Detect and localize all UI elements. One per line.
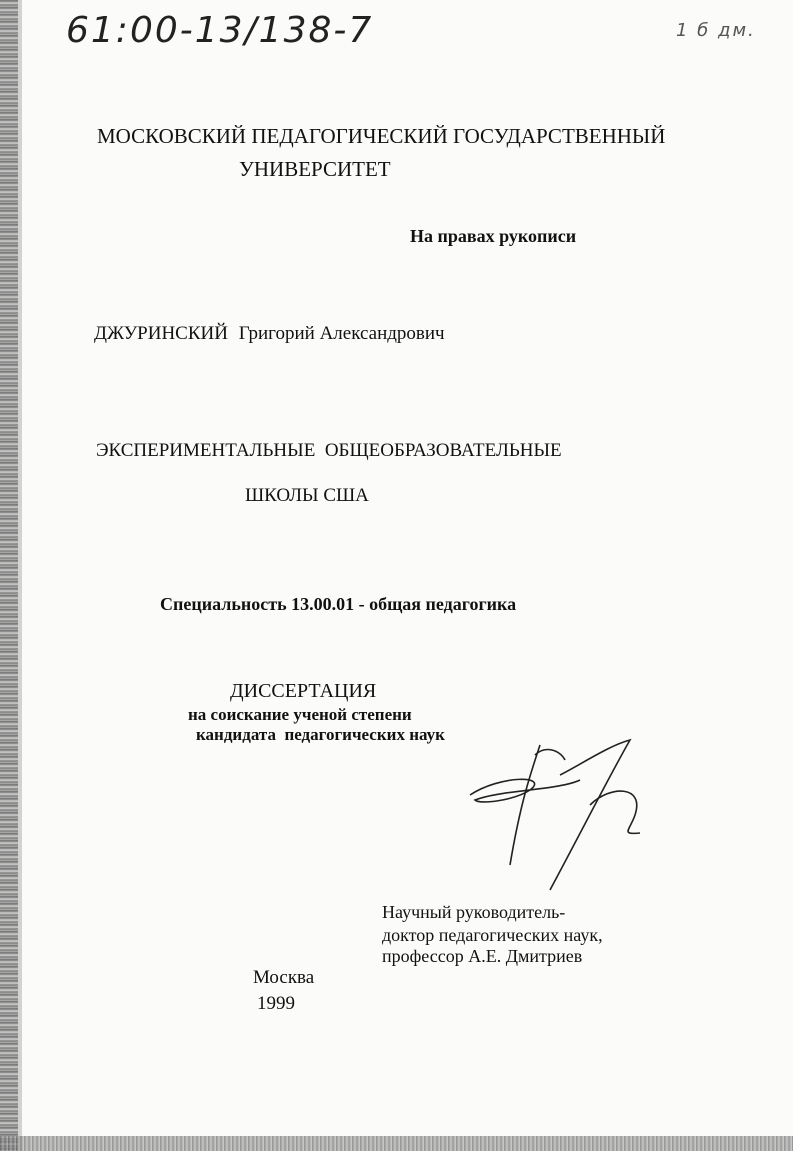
supervisor-line1: Научный руководитель-	[382, 902, 566, 922]
signature-stroke-4	[590, 791, 640, 833]
signature-stroke-1	[510, 745, 540, 865]
corner-mark: 1 б дм.	[676, 20, 756, 41]
signature-stroke-3	[550, 740, 630, 890]
city: Москва	[253, 967, 315, 988]
signature-stroke-5	[535, 750, 565, 760]
dissertation-title-line2: ШКОЛЫ США	[245, 485, 369, 506]
scan-edge-bottom	[0, 1136, 793, 1151]
dissertation-heading: ДИССЕРТАЦИЯ	[230, 680, 377, 702]
scan-edge-left	[0, 0, 18, 1151]
university-name-line1: МОСКОВСКИЙ ПЕДАГОГИЧЕСКИЙ ГОСУДАРСТВЕННЫЙ	[97, 124, 666, 148]
author-name	[94, 323, 445, 345]
manuscript-rights: На правах рукописи	[410, 226, 577, 246]
scan-edge-left-shadow	[18, 0, 22, 1151]
supervisor-line2: доктор педагогических наук,	[382, 925, 603, 945]
signature-drawing	[460, 735, 660, 895]
specialty: Специальность 13.00.01 - общая педагогика	[160, 594, 517, 614]
supervisor-line3: профессор А.Е. Дмитриев	[382, 946, 583, 966]
author-given-names: Григорий Александрович	[238, 323, 445, 344]
dissertation-title-line1: ЭКСПЕРИМЕНТАЛЬНЫЕ ОБЩЕОБРАЗОВАТЕЛЬНЫЕ	[96, 440, 562, 461]
degree-line2: кандидата педагогических наук	[196, 725, 445, 744]
author-surname: ДЖУРИНСКИЙ	[94, 323, 228, 344]
university-name-line2: УНИВЕРСИТЕТ	[239, 157, 391, 181]
year: 1999	[257, 993, 295, 1014]
archive-code: 61:00-13/138-7	[66, 10, 374, 51]
degree-line1: на соискание ученой степени	[188, 705, 412, 724]
signature-stroke-2	[470, 779, 580, 802]
